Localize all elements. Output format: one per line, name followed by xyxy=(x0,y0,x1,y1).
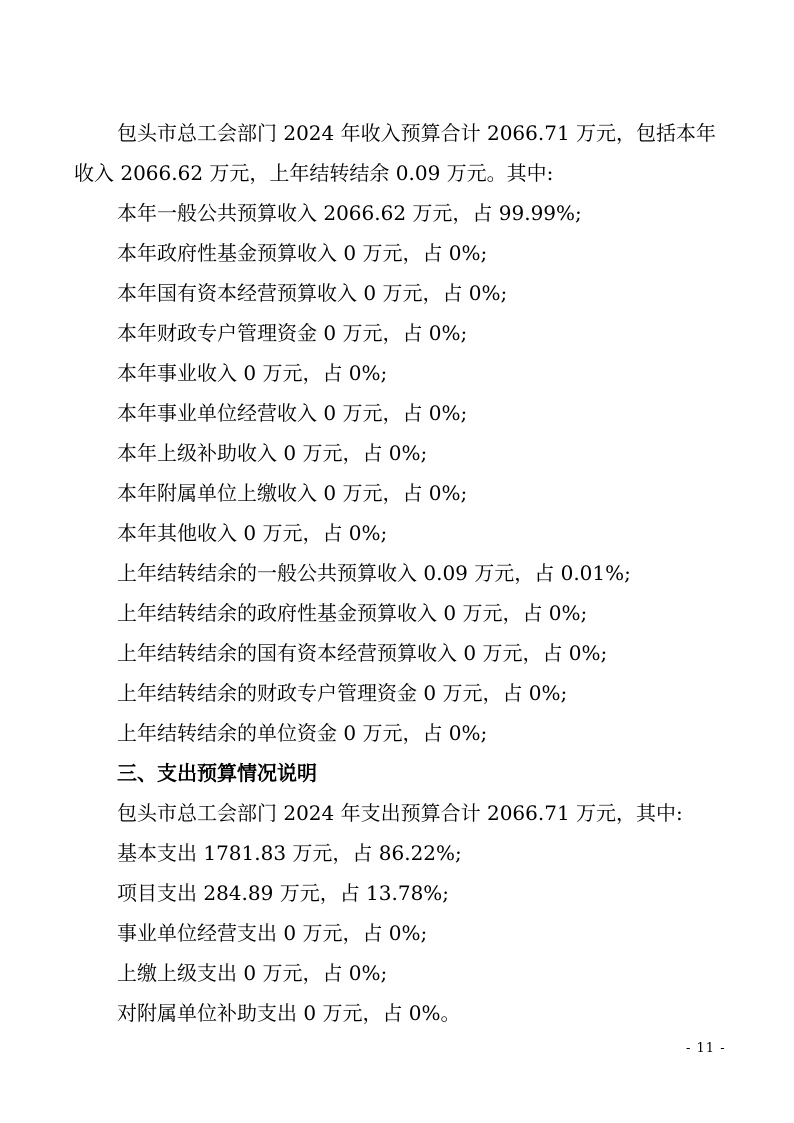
income-item: 本年国有资本经营预算收入 0 万元，占 0%; xyxy=(117,281,508,305)
expenditure-item: 上缴上级支出 0 万元，占 0%; xyxy=(117,961,388,985)
expenditure-intro-paragraph: 包头市总工会部门 2024 年支出预算合计 2066.71 万元，其中: xyxy=(117,801,683,825)
income-item: 上年结转结余的国有资本经营预算收入 0 万元，占 0%; xyxy=(117,641,608,665)
expenditure-item: 项目支出 284.89 万元，占 13.78%; xyxy=(117,881,450,905)
expenditure-item: 基本支出 1781.83 万元，占 86.22%; xyxy=(117,841,462,865)
expenditure-item: 对附属单位补助支出 0 万元，占 0%。 xyxy=(117,1001,461,1025)
income-item: 本年政府性基金预算收入 0 万元，占 0%; xyxy=(117,241,488,265)
income-item: 上年结转结余的政府性基金预算收入 0 万元，占 0%; xyxy=(117,601,588,625)
income-item: 本年上级补助收入 0 万元，占 0%; xyxy=(117,441,428,465)
income-item: 本年一般公共预算收入 2066.62 万元，占 99.99%; xyxy=(117,201,582,225)
income-item: 上年结转结余的一般公共预算收入 0.09 万元，占 0.01%; xyxy=(117,561,631,585)
income-item: 上年结转结余的财政专户管理资金 0 万元，占 0%; xyxy=(117,681,568,705)
page-number: - 11 - xyxy=(686,1041,726,1056)
income-item: 本年事业收入 0 万元，占 0%; xyxy=(117,361,388,385)
income-item: 本年财政专户管理资金 0 万元，占 0%; xyxy=(117,321,468,345)
income-item: 本年其他收入 0 万元，占 0%; xyxy=(117,521,388,545)
document-body xyxy=(74,113,724,1033)
income-item: 上年结转结余的单位资金 0 万元，占 0%; xyxy=(117,721,488,745)
expenditure-items-list xyxy=(74,833,724,1033)
income-item: 本年附属单位上缴收入 0 万元，占 0%; xyxy=(117,481,468,505)
expenditure-item: 事业单位经营支出 0 万元，占 0%; xyxy=(117,921,428,945)
section-heading-expenditure: 三、支出预算情况说明 xyxy=(117,761,317,785)
income-items-list xyxy=(74,193,724,753)
income-item: 本年事业单位经营收入 0 万元，占 0%; xyxy=(117,401,468,425)
income-intro-paragraph: 包头市总工会部门 2024 年收入预算合计 2066.71 万元，包括本年收入 2066.62 万元，上年结转结余 0.09 万元。其中: xyxy=(74,121,717,185)
